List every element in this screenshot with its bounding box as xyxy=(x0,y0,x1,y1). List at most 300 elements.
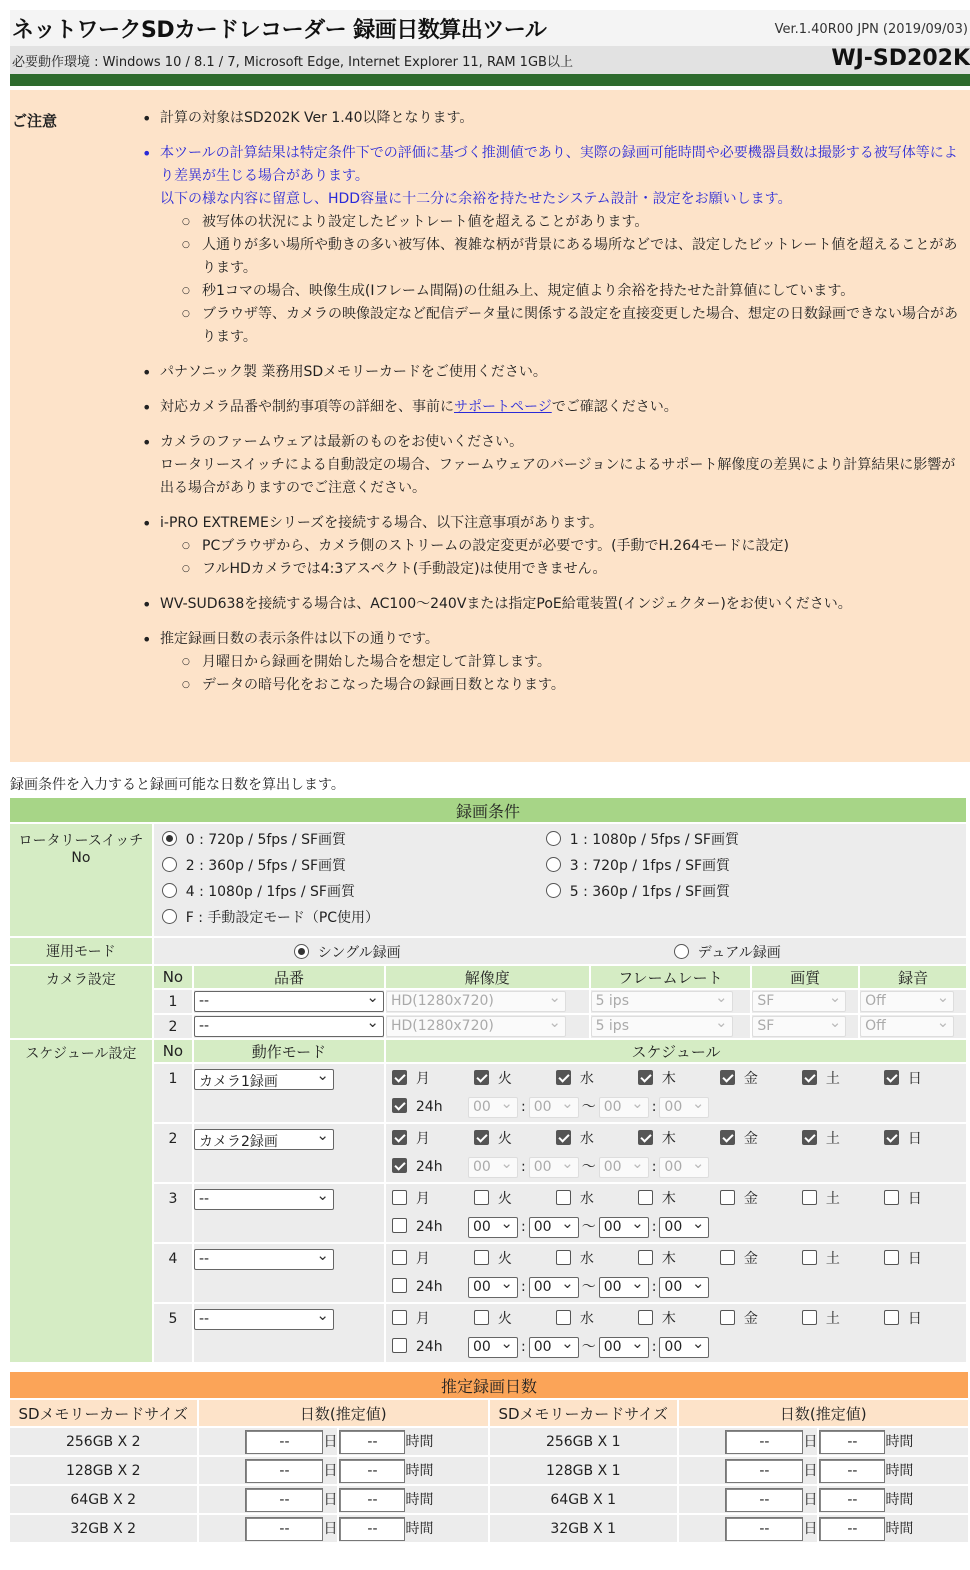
hours-value: -- xyxy=(339,1488,405,1512)
card-size: 256GB X 2 xyxy=(10,1428,197,1455)
checkbox-icon[interactable] xyxy=(720,1310,735,1325)
checkbox-icon[interactable] xyxy=(638,1250,653,1265)
days-value: -- xyxy=(725,1459,803,1483)
mode-single-label: シングル録画 xyxy=(317,945,401,961)
notice-subitem: ○ 人通りが多い場所や動きの多い被写体、複雑な柄が背景にある場所などでは、設定したビットレート値を超えることがあります。 xyxy=(202,234,964,280)
radio-icon[interactable] xyxy=(546,883,561,898)
camera-model-select[interactable]: -- ⌄ xyxy=(194,991,384,1012)
day-label: 金 xyxy=(743,1251,758,1267)
days-cell xyxy=(199,1486,338,1513)
checkbox-icon[interactable] xyxy=(802,1190,817,1205)
day-option[interactable] xyxy=(802,1308,884,1328)
notice-text: • 本ツールの計算結果は特定条件下での評価に基づく推測値であり、実際の録画可能時間や必要機器員数は撮影する被写体等により差異が生じる場合があります。 xyxy=(160,145,958,184)
checkbox-icon[interactable] xyxy=(556,1310,571,1325)
camera-cell xyxy=(860,990,966,1013)
rotary-option[interactable] xyxy=(162,855,546,875)
header-divider xyxy=(10,74,970,86)
radio-icon[interactable] xyxy=(546,831,561,846)
checkbox-icon[interactable] xyxy=(638,1190,653,1205)
day-option[interactable] xyxy=(802,1128,884,1148)
schedule-cell xyxy=(386,1064,966,1122)
camera-col-header: フレームレート xyxy=(591,966,751,988)
card-size: 128GB X 2 xyxy=(10,1457,197,1484)
camera-model-select[interactable]: -- ⌄ xyxy=(194,1016,384,1037)
day-label: 火 xyxy=(497,1251,512,1267)
card-size: 32GB X 1 xyxy=(490,1515,677,1542)
notice-subitem: ○ データの暗号化をおこなった場合の録画日数となります。 xyxy=(202,674,964,697)
rotary-options xyxy=(154,824,966,936)
day-option[interactable] xyxy=(802,1188,884,1208)
operation-mode-select[interactable]: カメラ1録画 ⌄ xyxy=(194,1069,334,1090)
day-option[interactable] xyxy=(720,1248,802,1268)
camera-cell xyxy=(752,1015,858,1038)
days-value: -- xyxy=(245,1488,323,1512)
model-name: WJ-SD202K xyxy=(831,46,970,71)
checkbox-icon[interactable] xyxy=(802,1250,817,1265)
day-option[interactable] xyxy=(884,1188,966,1208)
card-size: 64GB X 2 xyxy=(10,1486,197,1513)
mode-label: 運用モード xyxy=(10,938,152,964)
schedule-row xyxy=(10,1304,966,1362)
page-title: ネットワークSDカードレコーダー 録画日数算出ツール xyxy=(12,18,547,43)
time-separator: : xyxy=(651,1339,657,1355)
camera-col-header: 録音 xyxy=(860,966,966,988)
day-label: 木 xyxy=(661,1251,676,1267)
notice-subitem: ○ フルHDカメラでは4:3アスペクト(手動設定)は使用できません。 xyxy=(202,558,964,581)
checkbox-icon[interactable] xyxy=(392,1190,407,1205)
operation-mode-select[interactable]: カメラ2録画 ⌄ xyxy=(194,1129,334,1150)
day-label: 土 xyxy=(825,1071,840,1087)
end-minute-select[interactable]: 00 ⌄ xyxy=(659,1217,709,1238)
radio-icon[interactable] xyxy=(162,831,177,846)
day-option[interactable] xyxy=(392,1188,474,1208)
camera-row xyxy=(10,990,966,1013)
notice-item xyxy=(160,628,964,697)
hour-unit: 時間 xyxy=(405,1491,434,1508)
start-hour-select[interactable]: 00 ⌄ xyxy=(468,1337,518,1358)
notice-text: ロータリースイッチによる自動設定の場合、ファームウェアのバージョンによるサポート解像度の差異により計算結果に影響が出る場合がありますのでご注意ください。 xyxy=(160,457,956,496)
day-option[interactable] xyxy=(638,1068,720,1088)
day-option[interactable] xyxy=(802,1248,884,1268)
days-value: -- xyxy=(245,1459,323,1483)
time-separator: ～ xyxy=(581,1279,596,1295)
start-minute-select[interactable]: 00 ⌄ xyxy=(529,1217,579,1238)
day-label: 日 xyxy=(907,1191,922,1207)
checkbox-icon[interactable] xyxy=(802,1070,817,1085)
day-option[interactable] xyxy=(638,1188,720,1208)
checkbox-icon[interactable] xyxy=(474,1070,489,1085)
checkbox-icon[interactable] xyxy=(392,1098,407,1113)
checkbox-icon[interactable] xyxy=(556,1130,571,1145)
hours-value: -- xyxy=(339,1517,405,1541)
framerate-select[interactable]: 5 ips ⌄ xyxy=(591,1016,733,1037)
rotary-option-label: 5 : 360p / 1fps / SF画質 xyxy=(569,884,731,900)
end-minute-select[interactable]: 00 ⌄ xyxy=(659,1277,709,1298)
notice-subitem: ○ ブラウザ等、カメラの映像設定など配信データ量に関係する設定を直接変更した場合、想定の日数録画できない場合があります。 xyxy=(202,303,964,349)
checkbox-icon[interactable] xyxy=(638,1070,653,1085)
day-unit: 日 xyxy=(803,1491,818,1508)
card-size: 128GB X 1 xyxy=(490,1457,677,1484)
notice-sublist xyxy=(160,535,964,581)
start-hour-select[interactable]: 00 ⌄ xyxy=(468,1157,518,1178)
day-option[interactable] xyxy=(474,1128,556,1148)
schedule-mode-cell xyxy=(194,1244,384,1302)
day-option[interactable] xyxy=(556,1068,638,1088)
camera-row xyxy=(10,1015,966,1038)
time-separator: ～ xyxy=(581,1219,596,1235)
notice-text: • i-PRO EXTREMEシリーズを接続する場合、以下注意事項があります。 xyxy=(160,515,603,531)
audio-select[interactable]: Off ⌄ xyxy=(860,1016,954,1037)
rotary-label: ロータリースイッチNo xyxy=(10,824,152,936)
time-separator: : xyxy=(520,1339,526,1355)
rotary-option-label: 2 : 360p / 5fps / SF画質 xyxy=(185,858,347,874)
rotary-option[interactable] xyxy=(546,881,926,901)
intro-text: 録画条件を入力すると録画可能な日数を算出します。 xyxy=(10,777,345,793)
quality-select[interactable]: SF ⌄ xyxy=(752,1016,846,1037)
day-label: 火 xyxy=(497,1191,512,1207)
day-label: 金 xyxy=(743,1191,758,1207)
checkbox-icon[interactable] xyxy=(392,1070,407,1085)
day-label: 月 xyxy=(415,1131,430,1147)
day-label: 木 xyxy=(661,1071,676,1087)
day-label: 土 xyxy=(825,1311,840,1327)
day-option[interactable] xyxy=(474,1308,556,1328)
allday-label: 24h xyxy=(415,1159,443,1175)
hour-unit: 時間 xyxy=(405,1520,434,1537)
operation-mode-select[interactable]: -- ⌄ xyxy=(194,1189,334,1210)
start-hour-select[interactable]: 00 ⌄ xyxy=(468,1217,518,1238)
radio-icon[interactable] xyxy=(162,857,177,872)
operation-mode-select[interactable]: -- ⌄ xyxy=(194,1249,334,1270)
rotary-option-label: F : 手動設定モード（PC使用） xyxy=(185,910,380,926)
checkbox-icon[interactable] xyxy=(556,1070,571,1085)
checkbox-icon[interactable] xyxy=(474,1250,489,1265)
camera-cell xyxy=(194,1015,384,1038)
days-value: -- xyxy=(725,1430,803,1454)
day-option[interactable] xyxy=(720,1188,802,1208)
notice-text: でご確認ください。 xyxy=(551,399,678,415)
day-option[interactable] xyxy=(802,1068,884,1088)
hours-value: -- xyxy=(819,1488,885,1512)
camera-cell xyxy=(591,1015,751,1038)
camera-col-header: 解像度 xyxy=(386,966,589,988)
day-unit: 日 xyxy=(803,1520,818,1537)
notice-sublist xyxy=(160,651,964,697)
allday-label: 24h xyxy=(415,1339,443,1355)
time-separator: : xyxy=(520,1219,526,1235)
checkbox-icon[interactable] xyxy=(884,1310,899,1325)
days-value: -- xyxy=(725,1488,803,1512)
day-unit: 日 xyxy=(803,1433,818,1450)
day-option[interactable] xyxy=(392,1128,474,1148)
day-unit: 日 xyxy=(323,1433,338,1450)
rotary-option-label: 3 : 720p / 1fps / SF画質 xyxy=(569,858,731,874)
day-option[interactable] xyxy=(392,1308,474,1328)
time-separator: ～ xyxy=(581,1339,596,1355)
day-option[interactable] xyxy=(392,1068,474,1088)
hours-cell xyxy=(819,1457,968,1484)
day-label: 月 xyxy=(415,1251,430,1267)
start-hour-select[interactable]: 00 ⌄ xyxy=(468,1097,518,1118)
checkbox-icon[interactable] xyxy=(720,1070,735,1085)
schedule-row xyxy=(10,1124,966,1182)
day-option[interactable] xyxy=(884,1128,966,1148)
day-option[interactable] xyxy=(638,1308,720,1328)
day-option[interactable] xyxy=(884,1308,966,1328)
days-cell xyxy=(199,1515,338,1542)
days-value: -- xyxy=(725,1517,803,1541)
hour-unit: 時間 xyxy=(885,1491,914,1508)
day-label: 木 xyxy=(661,1191,676,1207)
day-label: 木 xyxy=(661,1311,676,1327)
time-separator: : xyxy=(520,1099,526,1115)
day-label: 水 xyxy=(579,1071,594,1087)
schedule-cell xyxy=(386,1244,966,1302)
checkbox-icon[interactable] xyxy=(884,1130,899,1145)
radio-icon[interactable] xyxy=(546,857,561,872)
estimate-col-days: 日数(推定値) xyxy=(199,1400,488,1426)
notice-text: • カメラのファームウェアは最新のものをお使いください。 xyxy=(160,434,524,450)
rotary-option[interactable] xyxy=(162,829,546,849)
notice-item xyxy=(160,593,964,616)
time-separator: : xyxy=(651,1279,657,1295)
time-separator: : xyxy=(520,1159,526,1175)
day-label: 水 xyxy=(579,1131,594,1147)
day-option[interactable] xyxy=(556,1188,638,1208)
checkbox-icon[interactable] xyxy=(392,1158,407,1173)
days-cell xyxy=(679,1428,818,1455)
end-hour-select[interactable]: 00 ⌄ xyxy=(599,1337,649,1358)
start-minute-select[interactable]: 00 ⌄ xyxy=(529,1277,579,1298)
checkbox-icon[interactable] xyxy=(884,1190,899,1205)
rotary-option[interactable] xyxy=(162,881,546,901)
checkbox-icon[interactable] xyxy=(474,1130,489,1145)
schedule-row xyxy=(10,1064,966,1122)
days-cell xyxy=(679,1515,818,1542)
schedule-col-header: スケジュール xyxy=(386,1040,966,1062)
checkbox-icon[interactable] xyxy=(392,1338,407,1353)
hours-value: -- xyxy=(819,1459,885,1483)
day-option[interactable] xyxy=(474,1188,556,1208)
schedule-no: 3 xyxy=(154,1184,192,1242)
days-cell xyxy=(679,1486,818,1513)
mode-single-option[interactable] xyxy=(294,942,401,962)
checkbox-icon[interactable] xyxy=(884,1250,899,1265)
checkbox-icon[interactable] xyxy=(392,1250,407,1265)
camera-cell xyxy=(752,990,858,1013)
allday-option[interactable] xyxy=(392,1338,468,1355)
allday-option[interactable] xyxy=(392,1218,468,1235)
resolution-select[interactable]: HD(1280x720) ⌄ xyxy=(386,991,566,1012)
day-unit: 日 xyxy=(323,1520,338,1537)
allday-label: 24h xyxy=(415,1219,443,1235)
operation-mode-select[interactable]: -- ⌄ xyxy=(194,1309,334,1330)
allday-option[interactable] xyxy=(392,1278,468,1295)
rotary-option-label: 1 : 1080p / 5fps / SF画質 xyxy=(569,832,739,848)
rotary-option[interactable] xyxy=(546,829,926,849)
day-label: 木 xyxy=(661,1131,676,1147)
hours-cell xyxy=(339,1486,488,1513)
estimate-row xyxy=(10,1486,968,1513)
allday-option[interactable] xyxy=(392,1158,468,1175)
radio-icon[interactable] xyxy=(162,883,177,898)
end-hour-select[interactable]: 00 ⌄ xyxy=(599,1157,649,1178)
page xyxy=(0,10,970,1570)
quality-select[interactable]: SF ⌄ xyxy=(752,991,846,1012)
notice-item xyxy=(160,396,964,419)
camera-label: カメラ設定 xyxy=(10,966,152,1038)
hours-cell xyxy=(339,1515,488,1542)
mode-options xyxy=(154,938,966,964)
hours-value: -- xyxy=(339,1430,405,1454)
notice-subitem: ○ 秒1コマの場合、映像生成(Iフレーム間隔)の仕組み上、規定値より余裕を持たせた計算値にしています。 xyxy=(202,280,964,303)
day-option[interactable] xyxy=(474,1248,556,1268)
day-option[interactable] xyxy=(638,1128,720,1148)
days-value: -- xyxy=(245,1430,323,1454)
schedule-mode-cell xyxy=(194,1124,384,1182)
estimate-col-days: 日数(推定値) xyxy=(679,1400,968,1426)
notice-subitem: ○ 月曜日から録画を開始した場合を想定して計算します。 xyxy=(202,651,964,674)
hour-unit: 時間 xyxy=(885,1462,914,1479)
notice-text: 計算の対象はSD202K Ver 1.40以降となります。 xyxy=(160,110,474,126)
support-page-link[interactable]: サポートページ xyxy=(454,399,552,415)
estimate-row xyxy=(10,1428,968,1455)
version-text: Ver.1.40R00 JPN (2019/09/03) xyxy=(774,22,968,37)
notice-text: 対応カメラ品番や制約事項等の詳細を、事前に xyxy=(160,399,454,415)
day-option[interactable] xyxy=(884,1248,966,1268)
day-option[interactable] xyxy=(720,1128,802,1148)
days-cell xyxy=(199,1457,338,1484)
checkbox-icon[interactable] xyxy=(802,1310,817,1325)
environment-bar xyxy=(10,46,970,74)
notice-subitem: ○ PCブラウザから、カメラ側のストリームの設定変更が必要です。(手動でH.264モードに設定) xyxy=(202,535,964,558)
schedule-cell xyxy=(386,1304,966,1362)
checkbox-icon[interactable] xyxy=(884,1070,899,1085)
estimate-row xyxy=(10,1457,968,1484)
start-minute-select[interactable]: 00 ⌄ xyxy=(529,1337,579,1358)
time-range xyxy=(392,1096,966,1122)
rotary-option-label: 4 : 1080p / 1fps / SF画質 xyxy=(185,884,355,900)
day-option[interactable] xyxy=(392,1248,474,1268)
schedule-no: 4 xyxy=(154,1244,192,1302)
day-option[interactable] xyxy=(556,1248,638,1268)
end-hour-select[interactable]: 00 ⌄ xyxy=(599,1217,649,1238)
framerate-select[interactable]: 5 ips ⌄ xyxy=(591,991,733,1012)
day-label: 火 xyxy=(497,1131,512,1147)
day-label: 月 xyxy=(415,1311,430,1327)
day-label: 土 xyxy=(825,1251,840,1267)
day-label: 土 xyxy=(825,1131,840,1147)
checkbox-icon[interactable] xyxy=(474,1310,489,1325)
checkbox-icon[interactable] xyxy=(556,1190,571,1205)
estimate-col-size: SDメモリーカードサイズ xyxy=(10,1400,197,1426)
hours-value: -- xyxy=(339,1459,405,1483)
day-option[interactable] xyxy=(474,1068,556,1088)
day-label: 金 xyxy=(743,1311,758,1327)
day-option[interactable] xyxy=(720,1068,802,1088)
time-separator: : xyxy=(651,1099,657,1115)
rotary-option[interactable] xyxy=(162,907,546,927)
day-label: 月 xyxy=(415,1071,430,1087)
checkbox-icon[interactable] xyxy=(720,1250,735,1265)
schedule-label: スケジュール設定 xyxy=(10,1040,152,1362)
time-separator: ～ xyxy=(581,1159,596,1175)
estimate-table xyxy=(8,1370,970,1544)
checkbox-icon[interactable] xyxy=(638,1130,653,1145)
rotary-option[interactable] xyxy=(546,855,926,875)
day-label: 金 xyxy=(743,1071,758,1087)
day-unit: 日 xyxy=(323,1462,338,1479)
day-label: 水 xyxy=(579,1311,594,1327)
schedule-no: 5 xyxy=(154,1304,192,1362)
camera-cell xyxy=(386,1015,589,1038)
notice-text: WV-SUD638を接続する場合は、AC100～240Vまたは指定PoE給電装置(インジェクター)をお使いください。 xyxy=(160,596,852,612)
checkbox-icon[interactable] xyxy=(802,1130,817,1145)
radio-icon[interactable] xyxy=(162,909,177,924)
resolution-select[interactable]: HD(1280x720) ⌄ xyxy=(386,1016,566,1037)
radio-icon[interactable] xyxy=(674,944,689,959)
end-minute-select[interactable]: 00 ⌄ xyxy=(659,1337,709,1358)
checkbox-icon[interactable] xyxy=(392,1310,407,1325)
end-hour-select[interactable]: 00 ⌄ xyxy=(599,1277,649,1298)
schedule-mode-cell xyxy=(194,1184,384,1242)
camera-cell xyxy=(860,1015,966,1038)
notice-subitem: ○ 被写体の状況により設定したビットレート値を超えることがあります。 xyxy=(202,211,964,234)
checkbox-icon[interactable] xyxy=(720,1130,735,1145)
notice-label: ご注意 xyxy=(12,112,58,130)
day-checkboxes xyxy=(392,1128,966,1156)
audio-select[interactable]: Off ⌄ xyxy=(860,991,954,1012)
day-option[interactable] xyxy=(556,1308,638,1328)
day-label: 水 xyxy=(579,1191,594,1207)
camera-cell xyxy=(591,990,751,1013)
end-minute-select[interactable]: 00 ⌄ xyxy=(659,1097,709,1118)
conditions-table xyxy=(8,796,968,1364)
end-minute-select[interactable]: 00 ⌄ xyxy=(659,1157,709,1178)
checkbox-icon[interactable] xyxy=(720,1190,735,1205)
start-minute-select[interactable]: 00 ⌄ xyxy=(529,1097,579,1118)
notice-item xyxy=(160,431,964,500)
hours-cell xyxy=(819,1428,968,1455)
end-hour-select[interactable]: 00 ⌄ xyxy=(599,1097,649,1118)
start-minute-select[interactable]: 00 ⌄ xyxy=(529,1157,579,1178)
notice-item xyxy=(160,142,964,349)
day-option[interactable] xyxy=(884,1068,966,1088)
checkbox-icon[interactable] xyxy=(392,1130,407,1145)
allday-option[interactable] xyxy=(392,1098,468,1115)
checkbox-icon[interactable] xyxy=(392,1278,407,1293)
day-checkboxes xyxy=(392,1248,966,1276)
hours-cell xyxy=(819,1515,968,1542)
time-range xyxy=(392,1276,966,1302)
radio-icon[interactable] xyxy=(294,944,309,959)
day-option[interactable] xyxy=(638,1248,720,1268)
checkbox-icon[interactable] xyxy=(638,1310,653,1325)
card-size: 64GB X 1 xyxy=(490,1486,677,1513)
start-hour-select[interactable]: 00 ⌄ xyxy=(468,1277,518,1298)
day-label: 金 xyxy=(743,1131,758,1147)
notice-sublist xyxy=(160,211,964,349)
checkbox-icon[interactable] xyxy=(474,1190,489,1205)
hours-cell xyxy=(339,1457,488,1484)
checkbox-icon[interactable] xyxy=(556,1250,571,1265)
mode-dual-option[interactable] xyxy=(674,942,781,962)
estimate-col-size: SDメモリーカードサイズ xyxy=(490,1400,677,1426)
checkbox-icon[interactable] xyxy=(392,1218,407,1233)
day-option[interactable] xyxy=(720,1308,802,1328)
hours-value: -- xyxy=(819,1430,885,1454)
day-option[interactable] xyxy=(556,1128,638,1148)
